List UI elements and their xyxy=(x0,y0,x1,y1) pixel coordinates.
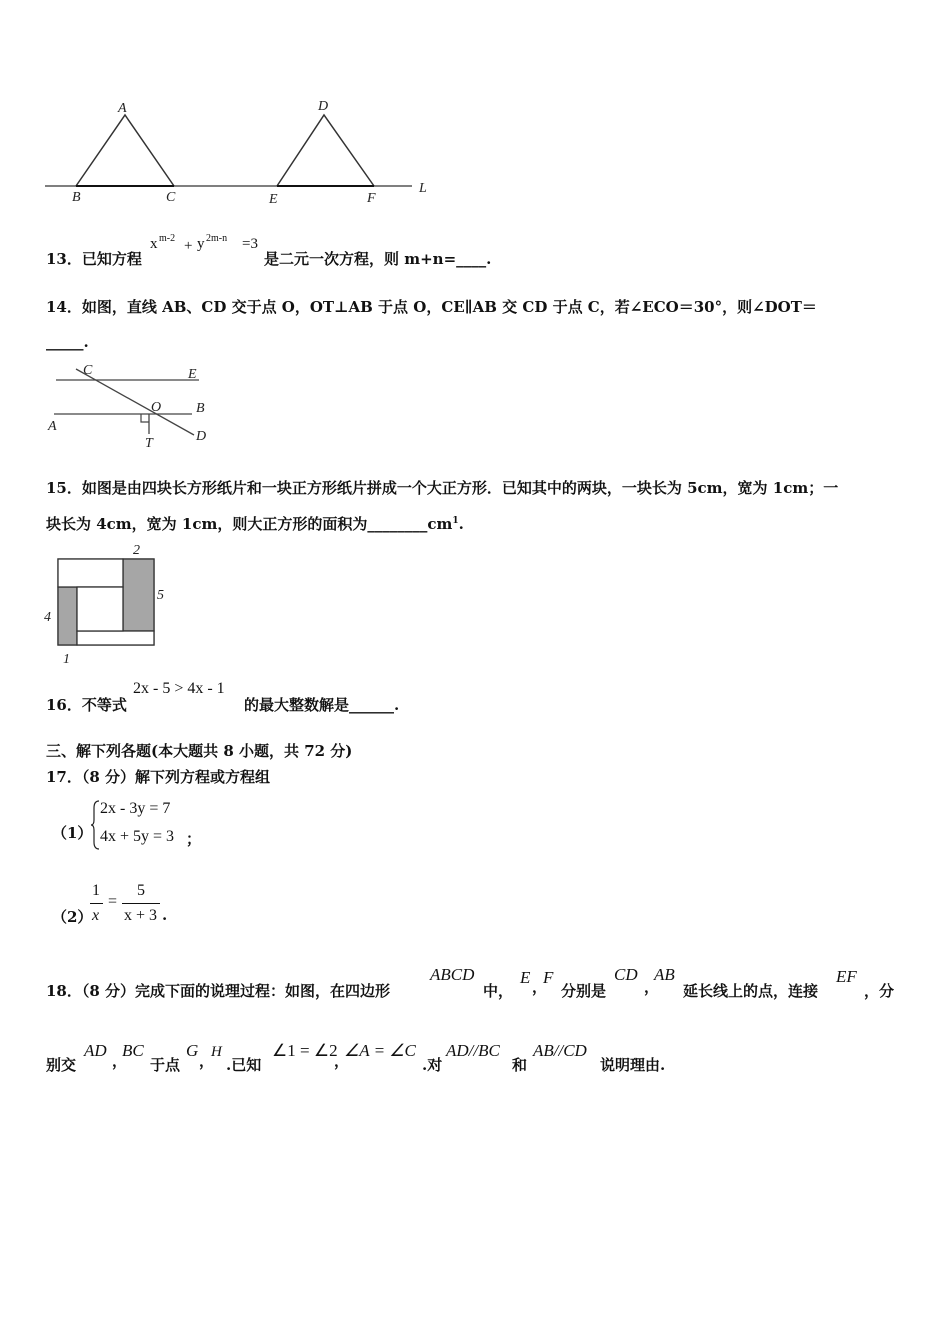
q17-p2-bar2 xyxy=(122,903,160,904)
q18-t10: 于点 xyxy=(150,1056,181,1074)
label14-D: D xyxy=(196,429,207,444)
q18-m8: BC xyxy=(122,1041,144,1060)
question-17-part2 xyxy=(52,880,252,930)
triangles-figure xyxy=(40,95,440,215)
label14-A: A xyxy=(48,419,57,434)
section-3-title: 三、解下列各题(本大题共 8 小题，共 72 分) xyxy=(46,742,353,760)
q18-t12: .已知 xyxy=(226,1056,262,1074)
q18-m9: G xyxy=(186,1041,199,1060)
q15-line2-end: . xyxy=(458,515,464,533)
label-C: C xyxy=(166,190,176,205)
q17-p1-end: ； xyxy=(186,830,202,848)
q18-m5: AB xyxy=(654,965,675,984)
q18-t15: 和 xyxy=(512,1056,528,1074)
q18-m10: H xyxy=(211,1044,222,1060)
q18-m14: AB//CD xyxy=(533,1041,587,1060)
label14-E: E xyxy=(188,367,197,382)
label15-1: 1 xyxy=(63,652,70,667)
question-18-line2 xyxy=(46,1038,926,1078)
q17-p2-num1: 1 xyxy=(92,882,100,899)
label15-2: 2 xyxy=(133,543,140,558)
label-L: L xyxy=(419,181,427,196)
label-E: E xyxy=(269,192,278,207)
q18-m2: E xyxy=(520,968,531,987)
question-15-line1: 15．如图是由四块长方形纸片和一块正方形纸片拼成一个大正方形．已知其中的两块，一块长为 5cm，宽为 1cm；一 xyxy=(46,479,839,497)
q18-t8: 别交 xyxy=(46,1056,77,1074)
q16-suffix: 的最大整数解是______. xyxy=(244,696,400,714)
q18-m11: ∠1 = ∠2 xyxy=(272,1041,338,1060)
q18-m12: ∠A = ∠C xyxy=(344,1041,416,1060)
q17-p1-label: （1） xyxy=(52,824,93,842)
question-18-line1 xyxy=(46,962,926,1002)
q18-t2: 中， xyxy=(483,982,514,1000)
q13-suffix: 是二元一次方程，则 m+n=____. xyxy=(264,250,492,268)
label14-T: T xyxy=(145,436,153,450)
label-D: D xyxy=(318,99,329,114)
q17-p2-num2: 5 xyxy=(137,882,145,899)
label14-B: B xyxy=(196,401,205,416)
q17-p2-den2: x + 3 xyxy=(124,907,158,924)
q17-p2-den1: x xyxy=(92,907,100,924)
q15-line2-text: 块长为 4cm，宽为 1cm，则大正方形的面积为________cm xyxy=(46,515,453,533)
q17-p2-end: . xyxy=(162,906,168,924)
question-14-line1: 14．如图，直线 AB、CD 交于点 O，OT⊥AB 于点 O，CE∥AB 交 CD 于点 C，若∠ECO＝30°，则∠DOT＝ xyxy=(46,298,817,316)
question-15-line2 xyxy=(46,513,464,534)
q16-math: 2x - 5 > 4x - 1 xyxy=(133,680,225,697)
q17-p1-eq1: 2x - 3y = 7 xyxy=(100,800,171,817)
q18-t9: ， xyxy=(112,1052,128,1070)
q18-m6: EF xyxy=(836,967,857,986)
label14-O: O xyxy=(151,400,162,415)
q17-p2-bar1 xyxy=(90,903,103,904)
question-17-title: 17．（8 分）解下列方程或方程组 xyxy=(46,768,271,786)
question-17-part1 xyxy=(52,796,252,856)
q13-x: x xyxy=(150,236,158,252)
q18-t3: ， xyxy=(532,978,548,996)
question-14-line2: _____. xyxy=(46,333,89,351)
q17-p2-eq: = xyxy=(108,893,118,910)
q16-prefix: 16．不等式 xyxy=(46,696,127,714)
q18-t7: ，分 xyxy=(864,982,895,1000)
q13-rhs: =3 xyxy=(242,236,258,252)
q18-m13: AD//BC xyxy=(446,1041,500,1060)
q18-m7: AD xyxy=(84,1041,107,1060)
label-B: B xyxy=(72,190,81,205)
q18-t11: ， xyxy=(199,1052,215,1070)
q18-t4: 分别是 xyxy=(561,982,607,1000)
q18-t5: ， xyxy=(644,978,660,996)
q18-t16: 说明理由. xyxy=(600,1056,666,1074)
q13-exp1: m-2 xyxy=(159,233,176,244)
label15-4: 4 xyxy=(44,610,51,625)
q18-t1: 18．（8 分）完成下面的说理过程：如图，在四边形 xyxy=(46,982,391,1000)
label14-C: C xyxy=(83,363,93,378)
label-F: F xyxy=(367,191,376,206)
q18-m1: ABCD xyxy=(430,965,475,984)
q13-prefix: 13．已知方程 xyxy=(46,250,142,268)
q13-y: y xyxy=(197,236,205,252)
q18-t14: .对 xyxy=(422,1056,443,1074)
label-A: A xyxy=(118,101,127,116)
intersecting-lines-figure xyxy=(44,360,219,450)
brace-icon xyxy=(90,800,100,850)
q13-plus: + xyxy=(184,238,193,254)
q15-line2-sup: 1 xyxy=(452,516,459,526)
q17-p1-eq2: 4x + 5y = 3 xyxy=(100,828,175,845)
q18-m3: F xyxy=(543,968,554,987)
q18-m4: CD xyxy=(614,965,638,984)
q18-t13: ， xyxy=(334,1052,350,1070)
q17-p2-label: （2） xyxy=(52,908,93,926)
q18-t6: 延长线上的点，连接 xyxy=(683,982,819,1000)
label15-5: 5 xyxy=(157,588,164,603)
square-figure xyxy=(40,540,175,668)
q13-exp2: 2m-n xyxy=(206,233,228,244)
